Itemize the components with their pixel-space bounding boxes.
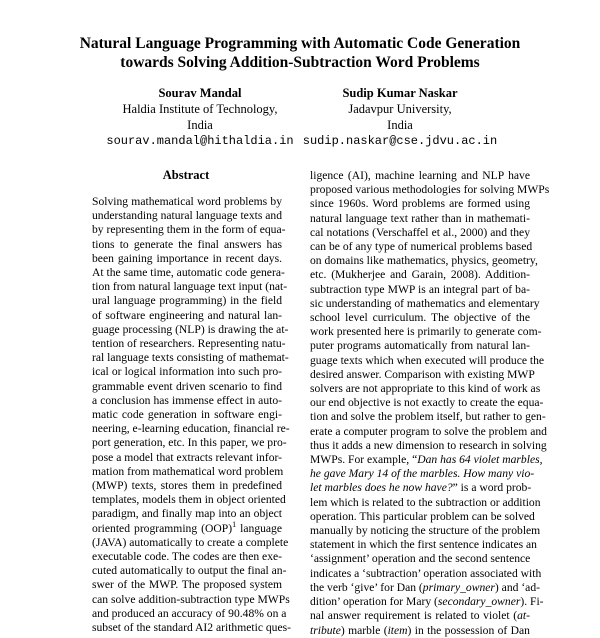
text-line: erate a computer program to solve the problem and [310, 424, 547, 438]
text-line: port generation, etc. In this paper, we pro- [92, 436, 287, 450]
text-line: neering, e-learning education, financial re- [92, 422, 290, 436]
text-line: the verb ‘give’ for Dan (primary_owner) and ‘ad- [310, 580, 540, 594]
text-line: and produced an accuracy of 90.48% on a [92, 606, 287, 620]
text-line: by representing them in the form of equa- [92, 223, 286, 237]
text-line: since 1960s. Word problems are formed using [310, 197, 530, 211]
text-line: Solving mathematical word problems by [92, 195, 282, 208]
text-line: guage processing (NLP) is drawing the at- [92, 322, 289, 336]
role-text: tribute [310, 623, 341, 637]
text-line: executable code. The codes are then exe- [92, 550, 283, 564]
text-line: (JAVA) automatically to create a complete [92, 535, 289, 549]
text-line: can solve addition-subtraction type MWPs [92, 592, 290, 606]
text-line: matic code generation in software engi- [92, 408, 282, 422]
text-line: oriented programming (OOP)$^1$ language [92, 519, 282, 535]
paper-title [60, 34, 540, 72]
text-line: tion from natural language text input (nat- [92, 280, 288, 294]
author-country: India [387, 118, 413, 132]
example-text: he gave Mary 14 of the marbles. How many vio- [310, 467, 535, 481]
text-line: templates, models them in object oriented [92, 493, 286, 507]
text-line: cal notations (Verschaffel et al., 2000) and they [310, 225, 530, 239]
role-text: at- [517, 609, 530, 623]
example-text: let marbles does he now have? [310, 481, 453, 495]
abstract-body [92, 195, 291, 635]
text-line: proposed various methodologies for solving MWPs [310, 183, 550, 197]
text-line: tribute) marble (item) in the possession of Dan [310, 623, 530, 637]
text-line: swer of the MWP. The proposed system [92, 578, 282, 592]
introduction-body [310, 169, 550, 638]
text-line: can be of any type of numerical problems based [310, 240, 533, 254]
text-line: tion and solve the problem itself, but rather to gen- [310, 410, 546, 424]
text-line: MWPs. For example, “Dan has 64 violet marbles, [310, 453, 543, 467]
text-line: desired answer. Comparison with existing MWP [310, 367, 535, 381]
text-line [310, 467, 535, 481]
text-line: statement in which the first sentence indicates an [310, 538, 537, 552]
text-line: dition’ operation for Mary (secondary_owner). Fi- [310, 595, 544, 609]
text-line: ral language texts consisting of mathemat- [92, 351, 289, 365]
text-line: a conclusion has immense effect in auto- [92, 393, 282, 407]
text-line: ural language programming) in the field [92, 294, 282, 308]
role-text: primary_owner [422, 580, 495, 594]
text-line: nal answer requirement is related to violet (at- [310, 609, 530, 623]
text-line: At the same time, automatic code genera- [92, 266, 285, 280]
text-line: ical or logical information into such pro- [92, 365, 282, 379]
text-line: indicates a ‘subtraction’ operation associated with [310, 566, 542, 580]
text-line: paradigm, and finally map into an object [92, 507, 282, 521]
footnote-mark: 1 [232, 519, 237, 529]
text-line: mation from mathematical word problem [92, 464, 284, 478]
text-line: tention of researchers. Representing natu- [92, 337, 286, 351]
role-text: secondary_owner [437, 595, 521, 609]
text-line: ‘assignment’ operation and the second sentence [310, 552, 531, 566]
text-line: thus it adds a new dimension to research in solving [310, 438, 547, 452]
author-country: India [187, 118, 213, 132]
author-block-1 [100, 85, 300, 149]
text-line: been gaining importance in recent days. [92, 251, 282, 265]
text-line: on domains like mathematics, physics, geometry, [310, 254, 538, 268]
text-line: tions to generate the final answers has [92, 237, 282, 251]
title-line-1: Natural Language Programming with Automatic Code Generation [79, 35, 521, 52]
text-line: (MWP) texts, stores them in predefined [92, 479, 282, 493]
text-line: our end objective is not exactly to create the equa- [310, 396, 544, 410]
text-line: lem which is related to the subtraction or addition [310, 495, 541, 509]
abstract-heading: Abstract [162, 168, 210, 182]
text-line: etc. (Mukherjee and Garain, 2008). Addition- [310, 268, 530, 282]
example-text: Dan has 64 violet marbles, [417, 453, 543, 467]
text-line: understanding natural language texts and [92, 209, 282, 223]
text-line: operation. This particular problem can be solved [310, 509, 535, 523]
text-line: pose a model that extracts relevant infor- [92, 450, 282, 464]
text-line: subset of the standard AI2 arithmetic ques- [92, 621, 291, 635]
author-name: Sudip Kumar Naskar [342, 86, 458, 100]
text-line: school level curriculum. The objective of the [310, 311, 530, 325]
author-email: sudip.naskar@cse.jdvu.ac.in [302, 134, 498, 148]
author-affiliation: Jadavpur University, [348, 102, 452, 116]
text-line: sic understanding of mathematics and elementary [310, 296, 540, 310]
author-name: Sourav Mandal [158, 86, 242, 100]
text-line: subtraction type MWP is an integral part of ba- [310, 282, 530, 296]
text-line: manually by noticing the structure of the problem [310, 524, 541, 538]
text-line: guage texts which when executed will produce the [310, 353, 545, 367]
text-line: solvers are not appropriate to this kind of work as [310, 382, 541, 396]
text-line: grammable event driven scenario to find [92, 379, 282, 393]
text-line: work presented here is primarily to generate com- [310, 325, 542, 339]
author-block-2 [300, 85, 500, 149]
text-line: natural language text rather than in mathemati- [310, 211, 530, 225]
text-line: ligence (AI), machine learning and NLP have [310, 169, 530, 182]
text-line: of software engineering and natural lan- [92, 308, 282, 322]
author-affiliation: Haldia Institute of Technology, [122, 102, 278, 116]
title-line-2: towards Solving Addition-Subtraction Word Problems [120, 54, 480, 71]
author-email: sourav.mandal@hithaldia.in [106, 134, 294, 148]
role-text: item [387, 623, 408, 637]
text-line: puter programs automatically from natural lan- [310, 339, 530, 353]
text-line: let marbles does he now have?” is a word prob- [310, 481, 532, 495]
text-line: cuted automatically to output the final an- [92, 564, 287, 578]
